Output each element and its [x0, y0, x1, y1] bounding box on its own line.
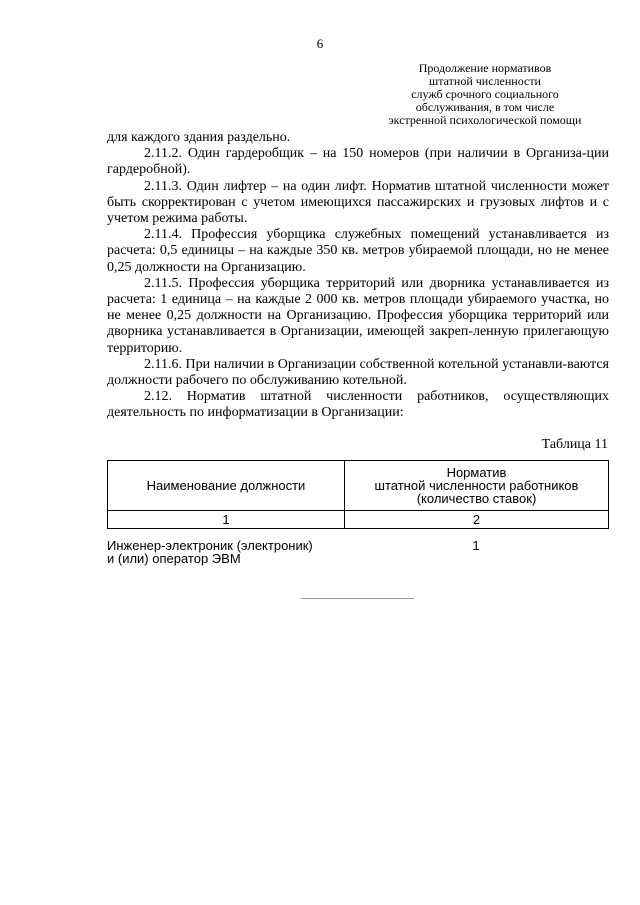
page-number: 6 — [316, 36, 324, 51]
header-note-line: обслуживания, в том числе — [415, 100, 555, 114]
header-note-line: штатной численности — [429, 74, 541, 88]
paragraph: 2.11.6. При наличии в Организации собственной котельной устанавли-ваются должности рабочего по обслуживанию котельной. — [107, 356, 609, 389]
column-number: 2 — [345, 511, 609, 529]
position-name-line: Инженер-электроник (электроник) — [107, 538, 313, 553]
header-cell-position: Наименование должности — [108, 461, 345, 511]
header-note-line: экстренной психологической помощи — [388, 113, 582, 127]
header-norm-line: штатной численности работников — [374, 478, 579, 493]
header-norm-line: Норматив — [446, 465, 507, 480]
staffing-table — [107, 460, 609, 529]
paragraph: 2.11.5. Профессия уборщика территорий или дворника устанавливается из расчета: 1 единица – на каждые 2 000 кв. метров площади убираемого участка, но не менее 0,25 должности на Организацию. Профессия уборщика территорий или дворника устанавливается в Организации, имеющей закреп-ленную прилегающую территорию. — [107, 275, 609, 356]
table-header-row — [108, 461, 609, 511]
paragraph: 2.11.3. Один лифтер – на один лифт. Норматив штатной численности может быть скорректирован с учетом имеющихся пассажирских и грузовых лифтов и с учетом режима работы. — [107, 178, 609, 227]
paragraph: 2.12. Норматив штатной численности работников, осуществляющих деятельность по информатизации в Организации: — [107, 389, 609, 421]
table-number-row — [108, 511, 609, 529]
body-text — [107, 130, 609, 422]
footnote-divider — [301, 598, 414, 599]
position-name-line: и (или) оператор ЭВМ — [107, 551, 241, 566]
header-note — [360, 62, 610, 127]
paragraph: для каждого здания раздельно. — [107, 130, 291, 145]
paragraph: 2.11.4. Профессия уборщика служебных помещений устанавливается из расчета: 0,5 единицы – на каждые 350 кв. метров убираемой площади, но не менее 0,25 должности на Организацию. — [107, 227, 609, 275]
paragraph: 2.11.2. Один гардеробщик – на 150 номеров (при наличии в Организа-ции гардеробной). — [107, 146, 609, 178]
norm-value: 1 — [472, 538, 480, 553]
header-norm-line: (количество ставок) — [416, 491, 537, 506]
header-note-line: Продолжение нормативов — [418, 61, 552, 75]
table-caption: Таблица 11 — [541, 437, 608, 452]
header-cell-norm — [345, 461, 609, 511]
column-number: 1 — [108, 511, 345, 529]
header-note-line: служб срочного социального — [411, 87, 559, 101]
position-name — [107, 539, 343, 565]
